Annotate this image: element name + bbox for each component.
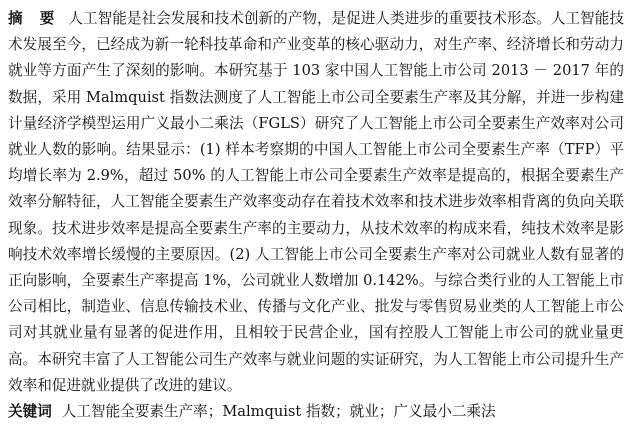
abstract-label: 摘 要 [8, 10, 61, 27]
keywords-text: 人工智能全要素生产率；Malmquist 指数；就业；广义最小二乘法 [61, 403, 496, 421]
keywords-line [8, 399, 624, 425]
keywords-label: 关键词 [8, 403, 52, 421]
abstract-text: 人工智能是社会发展和技术创新的产物，是促进人类进步的重要技术形态。人工智能技术发展至今，已经成为新一轮科技革命和产业变革的核心驱动力，对生产率、经济增长和劳动力就业等方面产生了深刻的影响。本研究基于 103 家中国人工智能上市公司 2013 － 2017 年的数据，采用 Malmquist 指数法测度了人工智能上市公司全要素生产率及其分解，并进一步构建计量经济学模型运用广义最小二乘法（FGLS）研究了人工智能上市公司全要素生产效率对公司就业人数的影响。结果显示：(1) 样本考察期的中国人工智能上市公司全要素生产率（TFP）平均增长率为 2.9%，超过 50% 的人工智能上市公司全要素生产效率是提高的，根据全要素生产效率分解特征，人工智能全要素生产效率变动存在着技术效率和技术进步效率相背离的负向关联现象。技术进步效率是提高全要素生产率的主要动力，从技术效率的构成来看，纯技术效率是影响技术效率增长缓慢的主要原因。(2) 人工智能上市公司全要素生产率对公司就业人数有显著的正向影响，全要素生产率提高 1%，公司就业人数增加 0.142%。与综合类行业的人工智能上市公司相比，制造业、信息传输技术业、传播与文化产业、批发与零售贸易业类的人工智能上市公司对其就业量有显著的促进作用，且相较于民营企业，国有控股人工智能上市公司的就业量更高。本研究丰富了人工智能公司生产效率与就业问题的实证研究，为人工智能上市公司提升生产效率和促进就业提供了改进的建议。 [8, 10, 624, 394]
abstract-paragraph [8, 6, 624, 399]
